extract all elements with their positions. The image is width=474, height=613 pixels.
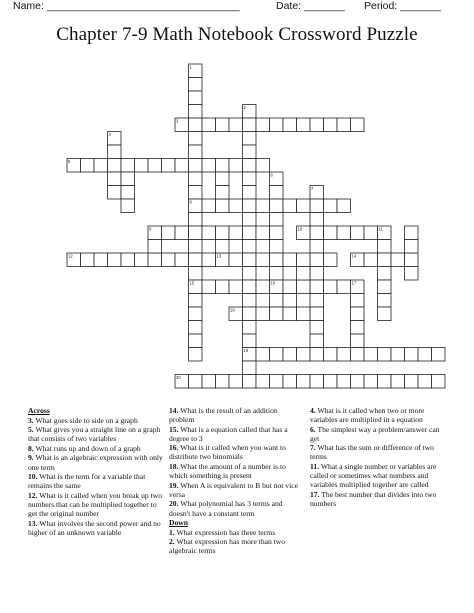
clue-down-2: 2. What expression has more than two algebraic terms xyxy=(169,537,286,556)
grid-cell[interactable] xyxy=(189,348,203,362)
grid-cell[interactable] xyxy=(432,348,446,362)
grid-cell[interactable] xyxy=(405,226,419,240)
grid-cell[interactable] xyxy=(94,159,108,173)
grid-cell[interactable] xyxy=(189,226,203,240)
clue-down-7: 7. What has the sum or difference of two terms xyxy=(310,443,434,462)
grid-cell[interactable] xyxy=(310,280,324,294)
grid-cell[interactable] xyxy=(256,348,270,362)
grid-cell[interactable] xyxy=(243,226,257,240)
grid-cell[interactable] xyxy=(310,199,324,213)
grid-cell[interactable] xyxy=(229,199,243,213)
grid-cell[interactable] xyxy=(297,280,311,294)
grid-cell[interactable] xyxy=(243,213,257,227)
grid-cell[interactable] xyxy=(175,159,189,173)
grid-cell[interactable] xyxy=(310,307,324,321)
across-heading: Across xyxy=(28,406,50,415)
grid-cell[interactable] xyxy=(337,280,351,294)
grid-cell[interactable] xyxy=(243,307,257,321)
grid-cell[interactable] xyxy=(256,280,270,294)
grid-cell[interactable] xyxy=(162,226,176,240)
clue-across-8: 8. What runs up and down of a graph xyxy=(28,443,141,453)
grid-cell[interactable] xyxy=(175,253,189,267)
grid-cell[interactable] xyxy=(189,307,203,321)
grid-cell[interactable] xyxy=(351,294,365,308)
clue-down-4: 4. What is it called when two or more variables are multiplied in a equation xyxy=(310,406,425,425)
grid-cell[interactable] xyxy=(283,375,297,389)
grid-cell[interactable] xyxy=(189,172,203,186)
grid-cell[interactable] xyxy=(405,253,419,267)
grid-cell[interactable] xyxy=(418,375,432,389)
grid-cell[interactable] xyxy=(310,334,324,348)
clue-down-6: 6. The simplest way a problem/answer can get xyxy=(310,424,440,443)
name-field: Name: _________________________________ xyxy=(13,0,240,12)
grid-cell[interactable] xyxy=(189,253,203,267)
grid-cell[interactable] xyxy=(351,307,365,321)
grid-cell[interactable] xyxy=(324,199,338,213)
grid-cell[interactable] xyxy=(351,348,365,362)
grid-cell[interactable] xyxy=(108,253,122,267)
grid-cell[interactable] xyxy=(202,159,216,173)
grid-cell[interactable] xyxy=(432,375,446,389)
grid-cell[interactable] xyxy=(364,375,378,389)
grid-cell[interactable] xyxy=(189,375,203,389)
grid-cell[interactable] xyxy=(283,118,297,132)
grid-cell[interactable] xyxy=(189,240,203,254)
grid-cell[interactable] xyxy=(324,348,338,362)
period-field: Period: _______ xyxy=(364,0,442,12)
grid-cell[interactable] xyxy=(189,213,203,227)
grid-cell[interactable] xyxy=(189,118,203,132)
grid-cell[interactable] xyxy=(256,307,270,321)
grid-cell[interactable] xyxy=(108,172,122,186)
grid-cell[interactable] xyxy=(310,118,324,132)
clue-across-14: 14. What is the result of an addition problem xyxy=(169,406,278,425)
grid-cell[interactable] xyxy=(229,253,243,267)
grid-cell[interactable] xyxy=(135,159,149,173)
grid-number: 8 xyxy=(189,199,192,205)
grid-cell[interactable] xyxy=(310,240,324,254)
clue-across-20: 20. What polynomial has 3 terms and doesn't have a constant term xyxy=(169,499,283,518)
grid-cell[interactable] xyxy=(189,145,203,159)
grid-cell[interactable] xyxy=(310,348,324,362)
grid-cell[interactable] xyxy=(351,226,365,240)
grid-cell[interactable] xyxy=(364,253,378,267)
grid-cell[interactable] xyxy=(175,226,189,240)
grid-cell[interactable] xyxy=(310,226,324,240)
clue-across-5: 5. What gives you a straight line on a graph that consists of two variables xyxy=(28,425,161,444)
grid-cell[interactable] xyxy=(310,213,324,227)
clue-across-19: 19. When A is equivalent to B but not vice versa xyxy=(169,480,298,499)
grid-cell[interactable] xyxy=(121,172,135,186)
grid-cell[interactable] xyxy=(148,240,162,254)
grid-cell[interactable] xyxy=(418,348,432,362)
grid-cell[interactable] xyxy=(256,159,270,173)
grid-number: 20 xyxy=(176,375,181,380)
grid-cell[interactable] xyxy=(351,334,365,348)
grid-cell[interactable] xyxy=(283,348,297,362)
grid-cell[interactable] xyxy=(256,199,270,213)
grid-cell[interactable] xyxy=(364,226,378,240)
grid-cell[interactable] xyxy=(310,267,324,281)
grid-cell[interactable] xyxy=(351,321,365,335)
grid-cell[interactable] xyxy=(216,375,230,389)
grid-cell[interactable] xyxy=(189,159,203,173)
grid-cell[interactable] xyxy=(229,159,243,173)
down-heading: Down xyxy=(169,518,188,528)
clue-across-3: 3. What goes side to side on a graph xyxy=(28,415,138,425)
grid-cell[interactable] xyxy=(243,186,257,200)
grid-cell[interactable] xyxy=(378,294,392,308)
grid-cell[interactable] xyxy=(270,118,284,132)
grid-cell[interactable] xyxy=(378,280,392,294)
grid-cell[interactable] xyxy=(189,132,203,146)
grid-cell[interactable] xyxy=(202,375,216,389)
grid-cell[interactable] xyxy=(324,375,338,389)
grid-cell[interactable] xyxy=(216,186,230,200)
grid-cell[interactable] xyxy=(243,118,257,132)
clue-down-17: 17. The best number that divides into two numbers xyxy=(310,489,437,508)
grid-cell[interactable] xyxy=(189,186,203,200)
grid-cell[interactable] xyxy=(243,361,257,375)
grid-cell[interactable] xyxy=(378,267,392,281)
grid-cell[interactable] xyxy=(243,240,257,254)
grid-cell[interactable] xyxy=(202,253,216,267)
grid-cell[interactable] xyxy=(310,294,324,308)
grid-cell[interactable] xyxy=(378,375,392,389)
grid-cell[interactable] xyxy=(297,199,311,213)
grid-cell[interactable] xyxy=(310,321,324,335)
grid-cell[interactable] xyxy=(121,159,135,173)
grid-cell[interactable] xyxy=(270,253,284,267)
clue-across-16: 16. What is it called when you want to distribute two binomials xyxy=(169,443,286,462)
grid-cell[interactable] xyxy=(297,348,311,362)
grid-cell[interactable] xyxy=(121,253,135,267)
grid-cell[interactable] xyxy=(337,118,351,132)
grid-cell[interactable] xyxy=(189,105,203,119)
grid-cell[interactable] xyxy=(297,267,311,281)
clue-across-13: 13. What involves the second power and no higher of an unknown variable xyxy=(28,518,161,537)
grid-cell[interactable] xyxy=(405,267,419,281)
clue-across-9: 9. What is an algebraic expression with only one term xyxy=(28,453,163,472)
grid-cell[interactable] xyxy=(297,375,311,389)
grid-cell[interactable] xyxy=(243,280,257,294)
grid-cell[interactable] xyxy=(391,375,405,389)
grid-cell[interactable] xyxy=(270,348,284,362)
grid-cell[interactable] xyxy=(337,199,351,213)
grid-number: 10 xyxy=(297,226,303,232)
grid-cell[interactable] xyxy=(337,375,351,389)
grid-cell[interactable] xyxy=(189,321,203,335)
grid-number: 4 xyxy=(108,132,111,137)
clue-column-2 xyxy=(169,406,301,556)
grid-cell[interactable] xyxy=(270,186,284,200)
grid-cell[interactable] xyxy=(270,307,284,321)
grid-cell[interactable] xyxy=(297,253,311,267)
grid-cell[interactable] xyxy=(148,159,162,173)
grid-cell[interactable] xyxy=(256,118,270,132)
grid-cell[interactable] xyxy=(324,226,338,240)
grid-cell[interactable] xyxy=(378,307,392,321)
grid-cell[interactable] xyxy=(162,159,176,173)
grid-cell[interactable] xyxy=(310,253,324,267)
grid-cell[interactable] xyxy=(148,253,162,267)
grid-number: 18 xyxy=(230,307,235,313)
grid-cell[interactable] xyxy=(283,294,297,308)
grid-number: 5 xyxy=(68,159,71,164)
grid-cell[interactable] xyxy=(283,253,297,267)
grid-cell[interactable] xyxy=(189,294,203,308)
grid-cell[interactable] xyxy=(351,118,365,132)
grid-cell[interactable] xyxy=(270,294,284,308)
clue-down-1: 1. What expression has three terms xyxy=(169,527,276,537)
clue-across-15: 15. What is a equation called that has a degree to 3 xyxy=(169,424,288,443)
grid-cell[interactable] xyxy=(216,118,230,132)
clue-across-18: 18. What the amount of a number is to which something is present xyxy=(169,462,286,481)
grid-number: 11 xyxy=(378,226,383,232)
grid-cell[interactable] xyxy=(94,253,108,267)
grid-cell[interactable] xyxy=(391,348,405,362)
grid-cell[interactable] xyxy=(189,334,203,348)
grid-cell[interactable] xyxy=(202,118,216,132)
grid-cell[interactable] xyxy=(297,307,311,321)
grid-cell[interactable] xyxy=(243,375,257,389)
grid-cell[interactable] xyxy=(189,91,203,105)
grid-cell[interactable] xyxy=(405,240,419,254)
grid-cell[interactable] xyxy=(216,240,230,254)
grid-cell[interactable] xyxy=(229,280,243,294)
grid-cell[interactable] xyxy=(202,199,216,213)
grid-cell[interactable] xyxy=(337,226,351,240)
grid-number: 15 xyxy=(189,280,195,286)
grid-cell[interactable] xyxy=(378,240,392,254)
grid-cell[interactable] xyxy=(324,118,338,132)
grid-cell[interactable] xyxy=(108,186,122,200)
grid-cell[interactable] xyxy=(243,321,257,335)
clue-down-11: 11. What a single number or variables are called or sometimes what numbers and variables multiplied together are called xyxy=(310,462,437,490)
grid-cell[interactable] xyxy=(378,348,392,362)
grid-cell[interactable] xyxy=(364,348,378,362)
grid-cell[interactable] xyxy=(256,226,270,240)
grid-cell[interactable] xyxy=(391,253,405,267)
grid-cell[interactable] xyxy=(270,240,284,254)
grid-cell[interactable] xyxy=(283,199,297,213)
grid-cell[interactable] xyxy=(216,199,230,213)
grid-cell[interactable] xyxy=(243,159,257,173)
grid-cell[interactable] xyxy=(243,199,257,213)
grid-cell[interactable] xyxy=(121,199,135,213)
grid-cell[interactable] xyxy=(121,186,135,200)
grid-cell[interactable] xyxy=(108,159,122,173)
grid-cell[interactable] xyxy=(283,280,297,294)
grid-cell[interactable] xyxy=(243,267,257,281)
grid-cell[interactable] xyxy=(324,253,338,267)
grid-cell[interactable] xyxy=(270,199,284,213)
grid-cell[interactable] xyxy=(108,145,122,159)
clue-column-1 xyxy=(28,406,164,537)
grid-number: 12 xyxy=(68,253,73,259)
grid-cell[interactable] xyxy=(229,226,243,240)
grid-cell[interactable] xyxy=(229,375,243,389)
clue-across-12: 12. What is it called when you break up two numbers that can be multiplied together to get the original number xyxy=(28,490,162,519)
clue-across-10: 10. What is the term for a variable that remains the same xyxy=(28,472,146,491)
grid-cell[interactable] xyxy=(189,78,203,92)
grid-cell[interactable] xyxy=(270,267,284,281)
grid-number: 9 xyxy=(149,226,152,232)
grid-cell[interactable] xyxy=(270,375,284,389)
grid-cell[interactable] xyxy=(270,226,284,240)
grid-cell[interactable] xyxy=(243,334,257,348)
grid-cell[interactable] xyxy=(202,226,216,240)
grid-number: 1 xyxy=(189,64,192,70)
grid-cell[interactable] xyxy=(310,375,324,389)
grid-cell[interactable] xyxy=(256,253,270,267)
grid-cell[interactable] xyxy=(216,172,230,186)
grid-cell[interactable] xyxy=(162,253,176,267)
grid-cell[interactable] xyxy=(81,159,95,173)
grid-number: 2 xyxy=(243,105,246,110)
grid-number: 19 xyxy=(243,348,249,353)
grid-cell[interactable] xyxy=(243,145,257,159)
grid-cell[interactable] xyxy=(243,253,257,267)
grid-number: 17 xyxy=(351,280,357,286)
grid-cell[interactable] xyxy=(202,280,216,294)
grid-cell[interactable] xyxy=(405,375,419,389)
grid-number: 16 xyxy=(270,280,276,286)
grid-number: 14 xyxy=(351,253,357,259)
grid-cell[interactable] xyxy=(216,226,230,240)
grid-cell[interactable] xyxy=(243,294,257,308)
grid-cell[interactable] xyxy=(243,172,257,186)
grid-cell[interactable] xyxy=(189,267,203,281)
clue-column-3 xyxy=(310,406,444,509)
grid-number: 3 xyxy=(176,118,179,124)
grid-cell[interactable] xyxy=(283,307,297,321)
grid-cell[interactable] xyxy=(216,280,230,294)
grid-cell[interactable] xyxy=(337,348,351,362)
grid-cell[interactable] xyxy=(297,118,311,132)
grid-cell[interactable] xyxy=(351,375,365,389)
grid-cell[interactable] xyxy=(256,375,270,389)
date-field: Date: _______ xyxy=(276,0,345,12)
grid-cell[interactable] xyxy=(216,159,230,173)
grid-cell[interactable] xyxy=(243,132,257,146)
grid-cell[interactable] xyxy=(378,253,392,267)
page-title: Chapter 7-9 Math Notebook Crossword Puzzle xyxy=(56,24,418,45)
grid-cell[interactable] xyxy=(324,280,338,294)
grid-number: 13 xyxy=(216,253,222,259)
grid-number: 6 xyxy=(270,172,273,178)
grid-cell[interactable] xyxy=(270,213,284,227)
grid-cell[interactable] xyxy=(135,253,149,267)
grid-cell[interactable] xyxy=(81,253,95,267)
grid-number: 7 xyxy=(311,186,314,191)
grid-cell[interactable] xyxy=(405,348,419,362)
grid-cell[interactable] xyxy=(229,118,243,132)
